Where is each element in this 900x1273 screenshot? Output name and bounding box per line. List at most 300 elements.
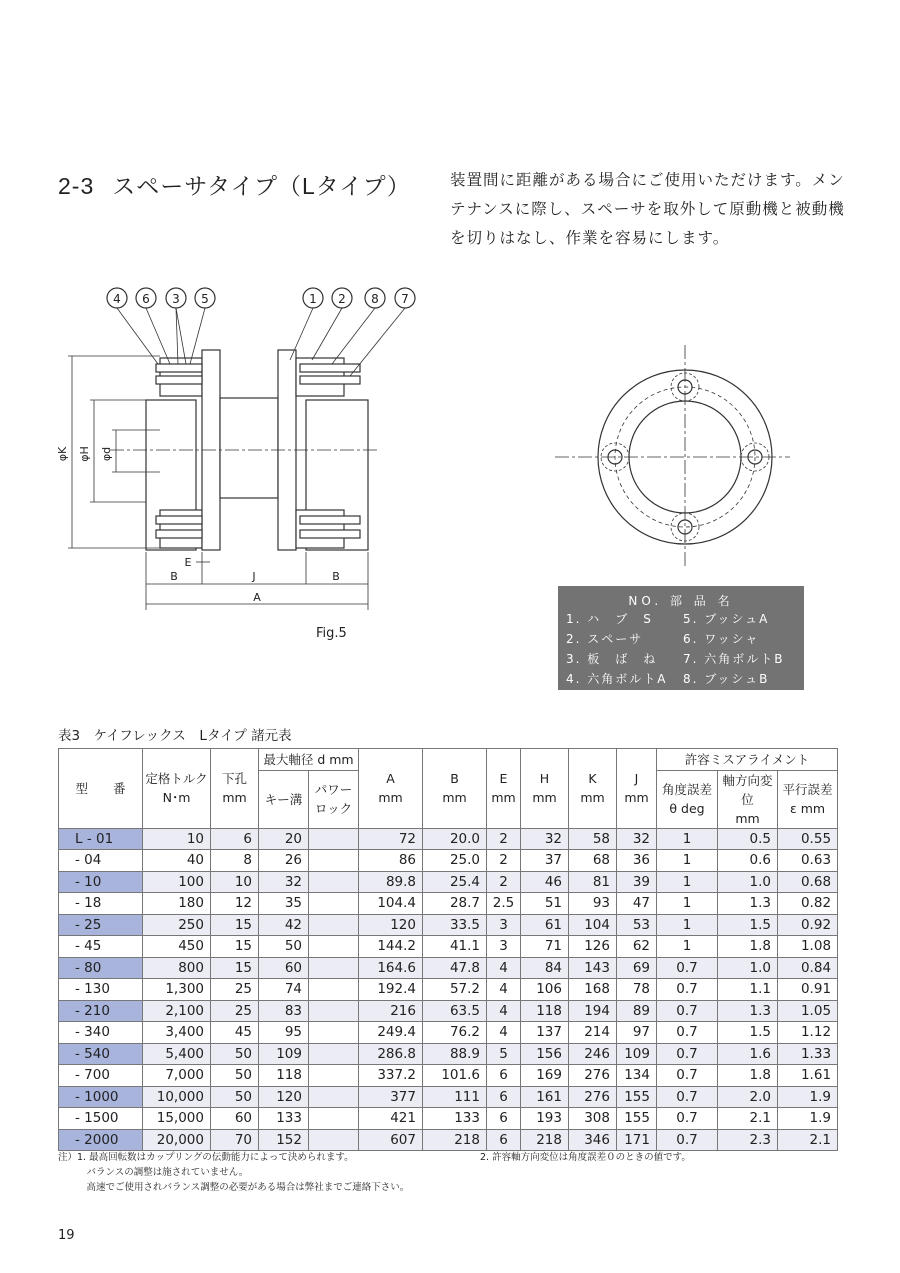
value-cell: 133	[259, 1108, 309, 1130]
bolt	[300, 516, 360, 524]
value-cell: 89	[617, 1000, 657, 1022]
value-cell: 47	[617, 893, 657, 915]
model-cell: - 1000	[59, 1086, 143, 1108]
value-cell: 169	[521, 1065, 569, 1087]
value-cell: 246	[569, 1043, 617, 1065]
value-cell: 2.5	[487, 893, 521, 915]
value-cell: 4	[487, 957, 521, 979]
value-cell: 1.5	[718, 914, 778, 936]
value-cell: 5	[487, 1043, 521, 1065]
dim-label-b-right: B	[332, 570, 340, 583]
callout-label: 8	[371, 292, 379, 306]
value-cell: 0.7	[657, 1108, 718, 1130]
table-row	[59, 1065, 838, 1087]
value-cell: 6	[487, 1065, 521, 1087]
value-cell: 337.2	[359, 1065, 423, 1087]
value-cell: 1,300	[143, 979, 211, 1001]
value-cell: 2.1	[718, 1108, 778, 1130]
value-cell: 1	[657, 936, 718, 958]
notes-left	[58, 1150, 409, 1195]
value-cell: 15,000	[143, 1108, 211, 1130]
value-cell: 1.3	[718, 1000, 778, 1022]
callout-label: 1	[309, 292, 317, 306]
value-cell: 4	[487, 1022, 521, 1044]
value-cell: 800	[143, 957, 211, 979]
coupling-side-drawing	[50, 280, 430, 620]
value-cell: 1	[657, 850, 718, 872]
col-header-keyway: キー溝	[259, 770, 309, 828]
table-row	[59, 1043, 838, 1065]
value-cell: 1.3	[718, 893, 778, 915]
value-cell: 421	[359, 1108, 423, 1130]
spec-table-body	[59, 828, 838, 1151]
value-cell: 61	[521, 914, 569, 936]
model-cell: - 18	[59, 893, 143, 915]
section-title-text: スペーサタイプ（Lタイプ）	[112, 173, 411, 199]
model-cell: - 04	[59, 850, 143, 872]
value-cell: 32	[617, 828, 657, 850]
intro-text	[450, 166, 850, 253]
value-cell: 83	[259, 1000, 309, 1022]
value-cell: 0.5	[718, 828, 778, 850]
value-cell: 39	[617, 871, 657, 893]
bolt	[156, 364, 202, 372]
value-cell: 93	[569, 893, 617, 915]
value-cell: 37	[521, 850, 569, 872]
value-cell	[309, 1108, 359, 1130]
value-cell	[309, 1043, 359, 1065]
value-cell: 68	[569, 850, 617, 872]
value-cell: 58	[569, 828, 617, 850]
value-cell: 1.8	[718, 936, 778, 958]
callout-label: 4	[113, 292, 121, 306]
value-cell: 1.1	[718, 979, 778, 1001]
value-cell: 218	[423, 1129, 487, 1151]
value-cell: 0.7	[657, 1000, 718, 1022]
value-cell: 377	[359, 1086, 423, 1108]
value-cell: 50	[211, 1065, 259, 1087]
table-row	[59, 1129, 838, 1151]
value-cell: 60	[211, 1108, 259, 1130]
note-line: バランスの調整は施されていません。	[58, 1167, 249, 1178]
table-row	[59, 828, 838, 850]
table-row	[59, 979, 838, 1001]
value-cell: 1.0	[718, 957, 778, 979]
value-cell: 10	[143, 828, 211, 850]
value-cell: 1	[657, 914, 718, 936]
value-cell	[309, 979, 359, 1001]
value-cell: 0.7	[657, 1022, 718, 1044]
value-cell: 286.8	[359, 1043, 423, 1065]
value-cell: 216	[359, 1000, 423, 1022]
value-cell: 89.8	[359, 871, 423, 893]
value-cell: 62	[617, 936, 657, 958]
value-cell: 0.91	[778, 979, 838, 1001]
value-cell: 57.2	[423, 979, 487, 1001]
value-cell: 2	[487, 828, 521, 850]
col-header-model: 型 番	[59, 749, 143, 829]
value-cell: 0.68	[778, 871, 838, 893]
col-header-angle: 角度誤差 θ deg	[657, 770, 718, 828]
col-header-pilot: 下孔 mm	[211, 749, 259, 829]
value-cell: 171	[617, 1129, 657, 1151]
value-cell: 126	[569, 936, 617, 958]
value-cell: 118	[521, 1000, 569, 1022]
value-cell: 12	[211, 893, 259, 915]
value-cell: 1.9	[778, 1086, 838, 1108]
dim-label-b-left: B	[170, 570, 178, 583]
value-cell: 249.4	[359, 1022, 423, 1044]
section-title	[58, 168, 411, 201]
value-cell: 134	[617, 1065, 657, 1087]
col-header-torque: 定格トルク N･m	[143, 749, 211, 829]
col-header-axial: 軸方向変位 mm	[718, 770, 778, 828]
intro-line: 装置間に距離がある場合にご使用いただけます。メン	[450, 171, 845, 189]
value-cell: 50	[259, 936, 309, 958]
value-cell: 36	[617, 850, 657, 872]
value-cell: 137	[521, 1022, 569, 1044]
value-cell: 86	[359, 850, 423, 872]
value-cell	[309, 957, 359, 979]
value-cell: 7,000	[143, 1065, 211, 1087]
value-cell: 3,400	[143, 1022, 211, 1044]
value-cell: 109	[259, 1043, 309, 1065]
value-cell: 133	[423, 1108, 487, 1130]
value-cell: 4	[487, 1000, 521, 1022]
value-cell: 106	[521, 979, 569, 1001]
section-number: 2-3	[58, 173, 95, 199]
value-cell: 6	[487, 1086, 521, 1108]
value-cell: 25	[211, 1000, 259, 1022]
bolt	[156, 516, 202, 524]
model-cell: - 80	[59, 957, 143, 979]
parts-legend-row	[558, 669, 804, 689]
parts-legend	[558, 586, 804, 690]
value-cell: 2	[487, 871, 521, 893]
value-cell: 450	[143, 936, 211, 958]
table-row	[59, 1000, 838, 1022]
value-cell: 1.8	[718, 1065, 778, 1087]
value-cell: 88.9	[423, 1043, 487, 1065]
model-cell: - 130	[59, 979, 143, 1001]
value-cell: 156	[521, 1043, 569, 1065]
value-cell	[309, 850, 359, 872]
parts-legend-row	[558, 629, 804, 649]
value-cell: 95	[259, 1022, 309, 1044]
value-cell: 276	[569, 1086, 617, 1108]
spacer-body	[220, 398, 278, 498]
value-cell: 6	[211, 828, 259, 850]
value-cell: 155	[617, 1108, 657, 1130]
value-cell: 1.0	[718, 871, 778, 893]
value-cell: 84	[521, 957, 569, 979]
table-row	[59, 871, 838, 893]
model-cell: - 540	[59, 1043, 143, 1065]
parts-legend-header: NO. 部 品 名	[628, 594, 734, 608]
value-cell: 26	[259, 850, 309, 872]
value-cell: 32	[521, 828, 569, 850]
callout-label: 7	[401, 292, 409, 306]
value-cell: 15	[211, 957, 259, 979]
value-cell: 2	[487, 850, 521, 872]
value-cell: 4	[487, 979, 521, 1001]
value-cell: 0.92	[778, 914, 838, 936]
value-cell: 70	[211, 1129, 259, 1151]
table-title: 表3 ケイフレックス Lタイプ 諸元表	[58, 728, 292, 744]
value-cell	[309, 1086, 359, 1108]
col-header-misalignment: 許容ミスアライメント	[657, 749, 838, 771]
value-cell: 69	[617, 957, 657, 979]
dim-label-a: A	[253, 591, 261, 604]
value-cell: 97	[617, 1022, 657, 1044]
value-cell: 1	[657, 871, 718, 893]
value-cell: 0.7	[657, 957, 718, 979]
value-cell: 1.9	[778, 1108, 838, 1130]
value-cell: 15	[211, 936, 259, 958]
dim-label-k: φK	[56, 446, 69, 462]
value-cell: 10	[211, 871, 259, 893]
value-cell	[309, 1000, 359, 1022]
value-cell: 33.5	[423, 914, 487, 936]
intro-line: テナンスに際し、スペーサを取外して原動機と被動機	[450, 200, 845, 218]
bolt	[300, 376, 360, 384]
value-cell: 6	[487, 1108, 521, 1130]
value-cell: 41.1	[423, 936, 487, 958]
value-cell: 76.2	[423, 1022, 487, 1044]
value-cell: 2,100	[143, 1000, 211, 1022]
value-cell: 0.7	[657, 1043, 718, 1065]
page-number: 19	[58, 1228, 75, 1243]
value-cell	[309, 893, 359, 915]
value-cell: 1.12	[778, 1022, 838, 1044]
value-cell: 20	[259, 828, 309, 850]
value-cell: 3	[487, 914, 521, 936]
value-cell: 81	[569, 871, 617, 893]
dim-label-d: φd	[100, 446, 113, 462]
table-row	[59, 1022, 838, 1044]
value-cell: 194	[569, 1000, 617, 1022]
value-cell: 0.84	[778, 957, 838, 979]
value-cell: 120	[359, 914, 423, 936]
table-row	[59, 1086, 838, 1108]
value-cell: 10,000	[143, 1086, 211, 1108]
value-cell: 308	[569, 1108, 617, 1130]
value-cell: 0.7	[657, 979, 718, 1001]
callout-group-left	[107, 288, 215, 308]
part-name: 3. 板 ば ね	[566, 652, 658, 666]
value-cell: 2.0	[718, 1086, 778, 1108]
value-cell: 40	[143, 850, 211, 872]
coupling-front-drawing	[555, 345, 795, 570]
value-cell: 214	[569, 1022, 617, 1044]
value-cell: 1	[657, 893, 718, 915]
value-cell: 32	[259, 871, 309, 893]
part-name: 7. 六角ボルトB	[683, 652, 785, 666]
value-cell: 276	[569, 1065, 617, 1087]
value-cell: 50	[211, 1043, 259, 1065]
value-cell: 46	[521, 871, 569, 893]
value-cell: 1.61	[778, 1065, 838, 1087]
callout-label: 6	[142, 292, 150, 306]
value-cell: 164.6	[359, 957, 423, 979]
value-cell: 109	[617, 1043, 657, 1065]
part-name: 8. ブッシュB	[683, 672, 770, 686]
col-header-b: B mm	[423, 749, 487, 829]
part-name: 2. スペーサ	[566, 632, 644, 646]
value-cell: 193	[521, 1108, 569, 1130]
value-cell: 42	[259, 914, 309, 936]
col-header-k: K mm	[569, 749, 617, 829]
model-cell: - 25	[59, 914, 143, 936]
bolt	[300, 530, 360, 538]
value-cell	[309, 1065, 359, 1087]
value-cell	[309, 871, 359, 893]
dim-label-j: J	[252, 570, 256, 583]
value-cell: 0.7	[657, 1129, 718, 1151]
part-name: 6. ワッシャ	[683, 632, 760, 646]
value-cell: 152	[259, 1129, 309, 1151]
model-cell: - 700	[59, 1065, 143, 1087]
value-cell: 111	[423, 1086, 487, 1108]
value-cell: 5,400	[143, 1043, 211, 1065]
value-cell: 60	[259, 957, 309, 979]
table-row	[59, 850, 838, 872]
value-cell: 0.7	[657, 1086, 718, 1108]
callout-label: 2	[338, 292, 346, 306]
value-cell: 346	[569, 1129, 617, 1151]
value-cell: 74	[259, 979, 309, 1001]
value-cell: 120	[259, 1086, 309, 1108]
part-name: 4. 六角ボルトA	[566, 672, 668, 686]
intro-line: を切りはなし、作業を容易にします。	[450, 229, 730, 247]
note-line: 高速でご使用されバランス調整の必要がある場合は弊社までご連絡下さい。	[58, 1182, 410, 1193]
value-cell: 15	[211, 914, 259, 936]
value-cell: 0.6	[718, 850, 778, 872]
model-cell: - 45	[59, 936, 143, 958]
value-cell: 3	[487, 936, 521, 958]
value-cell: 78	[617, 979, 657, 1001]
callout-label: 3	[172, 292, 180, 306]
value-cell: 607	[359, 1129, 423, 1151]
value-cell	[309, 1022, 359, 1044]
callout-label: 5	[201, 292, 209, 306]
value-cell: 6	[487, 1129, 521, 1151]
value-cell: 0.63	[778, 850, 838, 872]
value-cell: 155	[617, 1086, 657, 1108]
col-header-a: A mm	[359, 749, 423, 829]
value-cell	[309, 914, 359, 936]
col-header-parallel: 平行誤差 ε mm	[778, 770, 838, 828]
value-cell: 1.08	[778, 936, 838, 958]
table-row	[59, 1108, 838, 1130]
parts-legend-row	[558, 609, 804, 629]
value-cell: 161	[521, 1086, 569, 1108]
value-cell: 51	[521, 893, 569, 915]
value-cell	[309, 828, 359, 850]
parts-legend-row	[558, 649, 804, 669]
value-cell: 1.6	[718, 1043, 778, 1065]
part-name: 1. ハ ブ S	[566, 612, 653, 626]
value-cell: 250	[143, 914, 211, 936]
value-cell: 20.0	[423, 828, 487, 850]
callout-group-right	[303, 288, 415, 308]
col-header-e: E mm	[487, 749, 521, 829]
value-cell: 8	[211, 850, 259, 872]
model-cell: - 210	[59, 1000, 143, 1022]
value-cell	[309, 1129, 359, 1151]
value-cell: 104.4	[359, 893, 423, 915]
col-header-j: J mm	[617, 749, 657, 829]
figure-caption: Fig.5	[316, 626, 347, 641]
value-cell: 1.5	[718, 1022, 778, 1044]
value-cell: 0.82	[778, 893, 838, 915]
value-cell: 2.1	[778, 1129, 838, 1151]
model-cell: - 1500	[59, 1108, 143, 1130]
value-cell: 1.05	[778, 1000, 838, 1022]
value-cell: 25.0	[423, 850, 487, 872]
notes-right: 2. 許容軸方向変位は角度誤差０のときの値です。	[480, 1152, 691, 1163]
value-cell: 45	[211, 1022, 259, 1044]
value-cell: 53	[617, 914, 657, 936]
table-row	[59, 914, 838, 936]
value-cell: 1.33	[778, 1043, 838, 1065]
value-cell: 2.3	[718, 1129, 778, 1151]
value-cell: 0.55	[778, 828, 838, 850]
value-cell: 180	[143, 893, 211, 915]
value-cell: 143	[569, 957, 617, 979]
value-cell: 72	[359, 828, 423, 850]
value-cell: 63.5	[423, 1000, 487, 1022]
value-cell: 144.2	[359, 936, 423, 958]
spec-table	[58, 748, 838, 1151]
value-cell: 168	[569, 979, 617, 1001]
value-cell: 28.7	[423, 893, 487, 915]
table-row	[59, 957, 838, 979]
bolt	[156, 376, 202, 384]
model-cell: - 340	[59, 1022, 143, 1044]
bolt	[156, 530, 202, 538]
col-header-max-bore: 最大軸径 d mm	[259, 749, 359, 771]
bolt	[300, 364, 360, 372]
model-cell: - 10	[59, 871, 143, 893]
dim-label-h: φH	[78, 446, 91, 462]
value-cell: 118	[259, 1065, 309, 1087]
value-cell: 192.4	[359, 979, 423, 1001]
note-line: 注）1. 最高回転数はカップリングの伝動能力によって決められます。	[58, 1152, 354, 1163]
value-cell: 104	[569, 914, 617, 936]
value-cell: 35	[259, 893, 309, 915]
col-header-powerlock: パワー ロック	[309, 770, 359, 828]
value-cell: 25	[211, 979, 259, 1001]
model-cell: L - 01	[59, 828, 143, 850]
value-cell: 218	[521, 1129, 569, 1151]
table-row	[59, 936, 838, 958]
value-cell: 0.7	[657, 1065, 718, 1087]
value-cell: 100	[143, 871, 211, 893]
value-cell: 71	[521, 936, 569, 958]
col-header-h: H mm	[521, 749, 569, 829]
value-cell: 101.6	[423, 1065, 487, 1087]
table-row	[59, 893, 838, 915]
dim-label-e: E	[184, 556, 192, 569]
value-cell	[309, 936, 359, 958]
value-cell: 25.4	[423, 871, 487, 893]
value-cell: 50	[211, 1086, 259, 1108]
value-cell: 1	[657, 828, 718, 850]
part-name: 5. ブッシュA	[683, 612, 770, 626]
model-cell: - 2000	[59, 1129, 143, 1151]
value-cell: 20,000	[143, 1129, 211, 1151]
